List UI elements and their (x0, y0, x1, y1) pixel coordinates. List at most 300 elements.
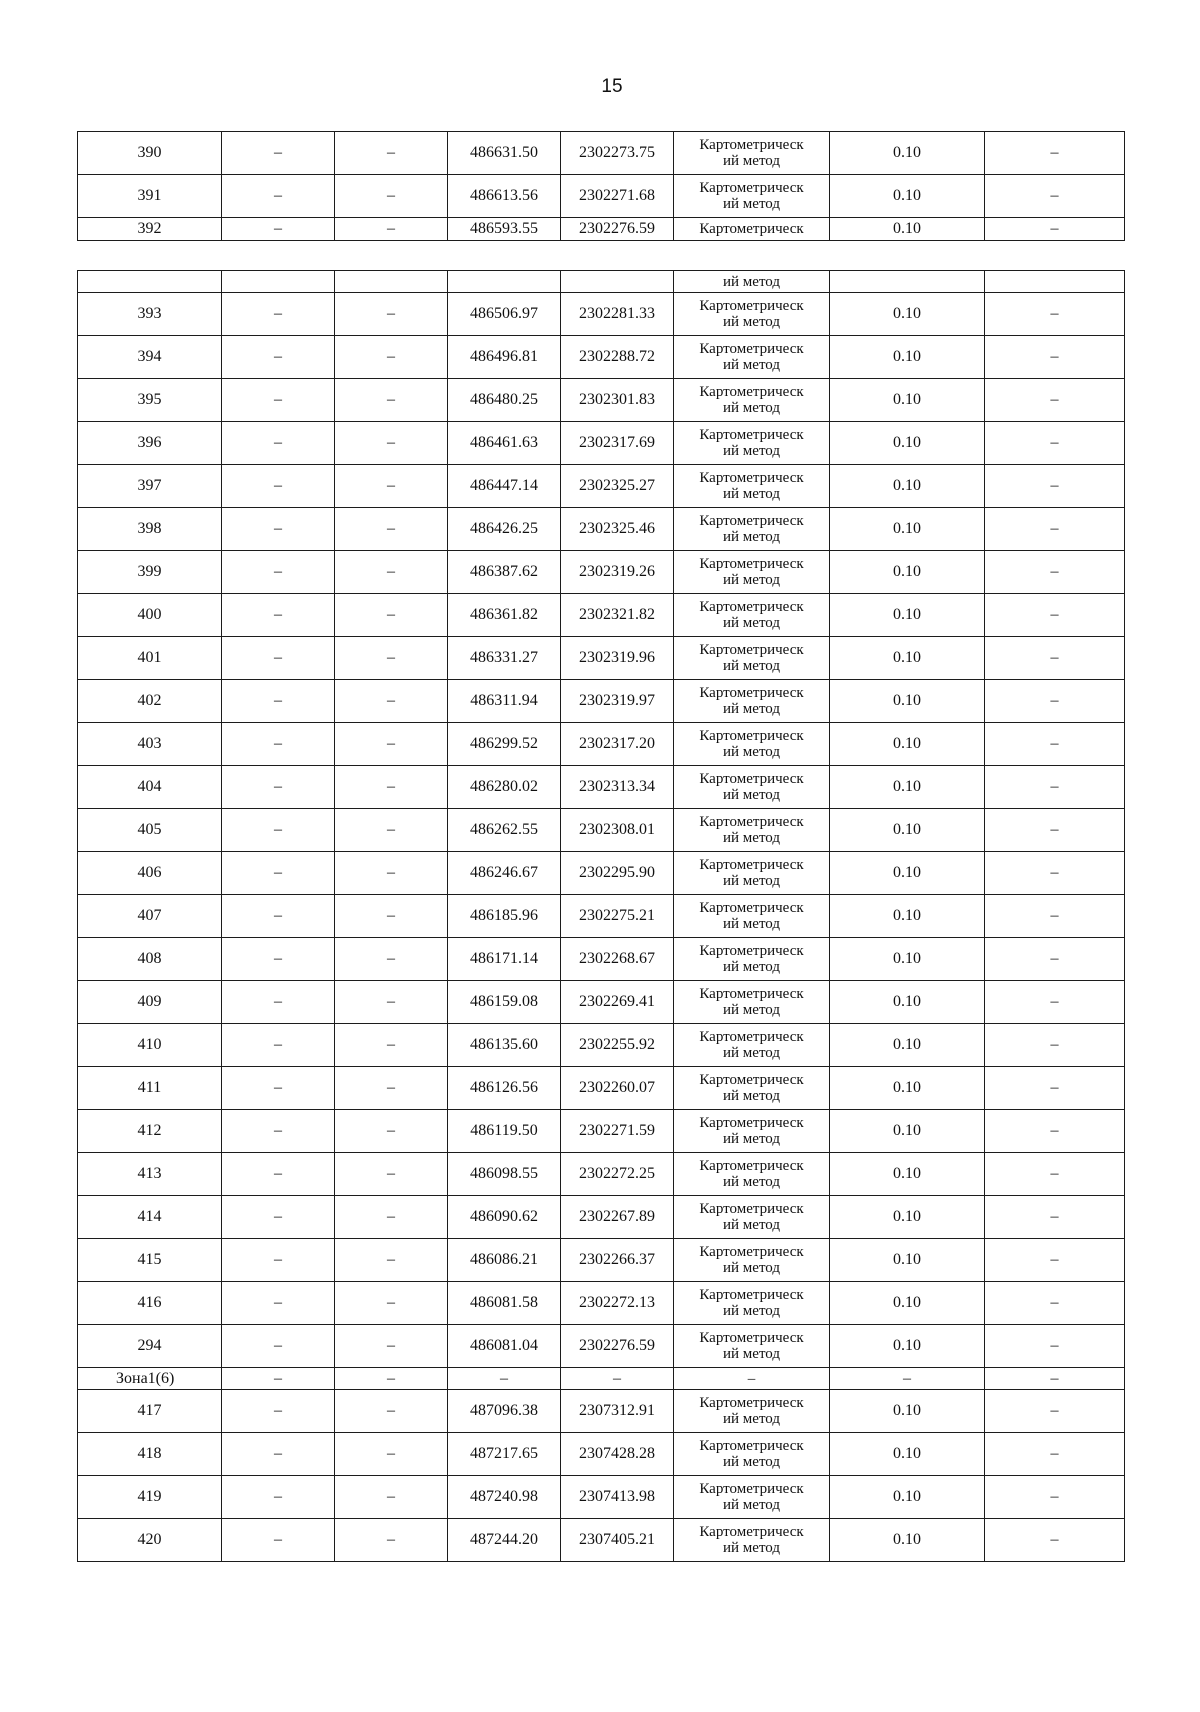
table-cell: 0.10 (830, 1153, 985, 1196)
table-cell: – (830, 1368, 985, 1390)
table-cell: 408 (78, 938, 222, 981)
table-row (78, 1067, 1125, 1110)
table-cell: 486246.67 (448, 852, 561, 895)
table-cell: 486135.60 (448, 1024, 561, 1067)
table-cell: 486262.55 (448, 809, 561, 852)
table-cell: 410 (78, 1024, 222, 1067)
table-cell: 0.10 (830, 1196, 985, 1239)
table-cell: 0.10 (830, 1110, 985, 1153)
table-cell (335, 271, 448, 293)
table-cell: 2302272.13 (561, 1282, 674, 1325)
table-cell: – (222, 218, 335, 241)
method-line-2: ий метод (722, 1497, 780, 1513)
table-cell (561, 271, 674, 293)
table-cell: – (335, 895, 448, 938)
page-number: 15 (601, 76, 623, 97)
table-cell: 0.10 (830, 766, 985, 809)
table-cell: 2302273.75 (561, 132, 674, 175)
method-cell (674, 766, 830, 809)
table-cell: 486185.96 (448, 895, 561, 938)
table-cell: – (222, 1519, 335, 1562)
table-cell: 487096.38 (448, 1390, 561, 1433)
table-cell: – (335, 379, 448, 422)
table-cell: – (222, 1390, 335, 1433)
method-line-1: Картометрическ (699, 685, 804, 701)
method-line-2: ий метод (722, 959, 780, 975)
table-cell: – (335, 981, 448, 1024)
method-line-1: Картометрическ (699, 137, 804, 153)
table-cell: 394 (78, 336, 222, 379)
method-cell (674, 422, 830, 465)
table-cell: 486280.02 (448, 766, 561, 809)
table-cell: 0.10 (830, 1325, 985, 1368)
method-line-2: ий метод (722, 357, 780, 373)
table-cell: 420 (78, 1519, 222, 1562)
table-cell: – (222, 1239, 335, 1282)
table-row (78, 132, 1125, 175)
table-row (78, 1110, 1125, 1153)
table-cell: – (335, 1239, 448, 1282)
table-cell: 0.10 (830, 895, 985, 938)
method-cell (674, 1153, 830, 1196)
table-cell: 486361.82 (448, 594, 561, 637)
table-cell: – (335, 1433, 448, 1476)
table-cell: – (335, 1196, 448, 1239)
table-cell: – (985, 1282, 1125, 1325)
method-cell (674, 1325, 830, 1368)
table-cell: 2302295.90 (561, 852, 674, 895)
table-cell: – (335, 132, 448, 175)
table-cell: – (985, 1153, 1125, 1196)
table-cell: – (222, 465, 335, 508)
method-line-1: Картометрическ (699, 427, 804, 443)
method-line-2: ий метод (722, 916, 780, 932)
table-cell: – (335, 1325, 448, 1368)
table-cell: 2302325.46 (561, 508, 674, 551)
table-row (78, 1239, 1125, 1282)
table-cell: 2302276.59 (561, 1325, 674, 1368)
table-cell: 0.10 (830, 981, 985, 1024)
method-line-2: ий метод (722, 153, 780, 169)
table-cell: 486631.50 (448, 132, 561, 175)
method-cell (674, 1110, 830, 1153)
table-cell: – (985, 293, 1125, 336)
table-cell: – (335, 809, 448, 852)
table-cell: – (985, 1519, 1125, 1562)
table-cell: – (222, 766, 335, 809)
table-row (78, 1433, 1125, 1476)
method-cell (674, 1433, 830, 1476)
table-cell: 0.10 (830, 1519, 985, 1562)
method-line-1: Картометрическ (699, 642, 804, 658)
table-cell: 2302271.68 (561, 175, 674, 218)
table-cell: 0.10 (830, 723, 985, 766)
table-cell: Картометрическ (674, 218, 830, 241)
table-cell: 2302281.33 (561, 293, 674, 336)
method-line-1: Картометрическ (699, 298, 804, 314)
table-cell: – (985, 1239, 1125, 1282)
table-cell: – (985, 680, 1125, 723)
table-cell: – (985, 1024, 1125, 1067)
table-cell: 2307428.28 (561, 1433, 674, 1476)
table-cell: – (222, 1153, 335, 1196)
method-line-2: ий метод (722, 615, 780, 631)
table-cell: – (335, 1024, 448, 1067)
table-cell: – (985, 1368, 1125, 1390)
table-cell: 486081.58 (448, 1282, 561, 1325)
method-line-2: ий метод (722, 1454, 780, 1470)
table-cell: – (985, 175, 1125, 218)
table-row (78, 271, 1125, 293)
method-line-1: Картометрическ (699, 1330, 804, 1346)
table-cell: – (222, 1282, 335, 1325)
table-cell: – (335, 336, 448, 379)
table-cell: 0.10 (830, 938, 985, 981)
method-cell (674, 336, 830, 379)
table-cell: – (335, 1519, 448, 1562)
table-row (78, 551, 1125, 594)
method-line-1: Картометрическ (699, 900, 804, 916)
table-row (78, 895, 1125, 938)
table-cell: 486506.97 (448, 293, 561, 336)
table-cell: – (985, 852, 1125, 895)
coordinates-table-top (77, 131, 1125, 241)
table-row (78, 766, 1125, 809)
table-cell: 397 (78, 465, 222, 508)
table-cell: Зона1(6) (78, 1368, 222, 1390)
table-cell: 0.10 (830, 852, 985, 895)
table-cell: 2307413.98 (561, 1476, 674, 1519)
table-cell: – (335, 637, 448, 680)
table-cell: 486086.21 (448, 1239, 561, 1282)
table-cell: 2302313.34 (561, 766, 674, 809)
table-cell: – (985, 594, 1125, 637)
table-cell: 0.10 (830, 218, 985, 241)
method-cell (674, 1282, 830, 1325)
table-cell: – (335, 852, 448, 895)
table-cell: – (335, 766, 448, 809)
table-cell: – (674, 1368, 830, 1390)
table-cell: 486613.56 (448, 175, 561, 218)
method-line-1: Картометрическ (699, 180, 804, 196)
table-cell: – (985, 766, 1125, 809)
table-row (78, 680, 1125, 723)
method-line-1: Картометрическ (699, 1287, 804, 1303)
table-cell: 487217.65 (448, 1433, 561, 1476)
table-cell: – (335, 1368, 448, 1390)
table-cell: ий метод (674, 271, 830, 293)
method-cell (674, 379, 830, 422)
method-line-2: ий метод (722, 1303, 780, 1319)
table-cell: 400 (78, 594, 222, 637)
table-cell: – (335, 1282, 448, 1325)
table-row (78, 1325, 1125, 1368)
table-cell: 486461.63 (448, 422, 561, 465)
method-cell (674, 981, 830, 1024)
table-cell: 2302266.37 (561, 1239, 674, 1282)
table-cell: 418 (78, 1433, 222, 1476)
method-line-2: ий метод (722, 701, 780, 717)
table-row (78, 175, 1125, 218)
table-cell: – (335, 218, 448, 241)
table-cell: – (985, 465, 1125, 508)
table-row (78, 1024, 1125, 1067)
table-cell: – (222, 1110, 335, 1153)
table-cell: – (222, 594, 335, 637)
table-cell: 415 (78, 1239, 222, 1282)
table-cell: 486126.56 (448, 1067, 561, 1110)
method-line-1: Картометрическ (699, 857, 804, 873)
table-row (78, 852, 1125, 895)
table-row (78, 594, 1125, 637)
table-row (78, 938, 1125, 981)
method-line-2: ий метод (722, 1088, 780, 1104)
method-line-1: Картометрическ (699, 814, 804, 830)
table-cell: – (985, 218, 1125, 241)
method-line-1: Картометрическ (699, 1029, 804, 1045)
table-cell: 486098.55 (448, 1153, 561, 1196)
table-cell: 2302319.26 (561, 551, 674, 594)
table-cell: – (335, 422, 448, 465)
method-line-1: Картометрическ (699, 556, 804, 572)
method-line-2: ий метод (722, 572, 780, 588)
table-cell: – (335, 938, 448, 981)
table-cell: – (335, 1476, 448, 1519)
table-row (78, 809, 1125, 852)
method-cell (674, 465, 830, 508)
table-cell: – (335, 1153, 448, 1196)
table-cell: 486171.14 (448, 938, 561, 981)
table-cell: 409 (78, 981, 222, 1024)
table-cell: – (335, 1067, 448, 1110)
table-cell: 2302308.01 (561, 809, 674, 852)
method-line-1: Картометрическ (699, 341, 804, 357)
method-line-2: ий метод (722, 196, 780, 212)
table-row (78, 1282, 1125, 1325)
table-cell: 417 (78, 1390, 222, 1433)
table-cell: 0.10 (830, 293, 985, 336)
method-line-1: Картометрическ (699, 1158, 804, 1174)
table-row (78, 422, 1125, 465)
table-cell: – (985, 1390, 1125, 1433)
table-cell: – (985, 422, 1125, 465)
table-cell: – (985, 1196, 1125, 1239)
table-cell: 486081.04 (448, 1325, 561, 1368)
method-cell (674, 1239, 830, 1282)
table-cell: – (222, 1476, 335, 1519)
method-line-2: ий метод (722, 314, 780, 330)
table-cell: 0.10 (830, 1390, 985, 1433)
table-cell: 2302276.59 (561, 218, 674, 241)
method-cell (674, 132, 830, 175)
table-cell: 486387.62 (448, 551, 561, 594)
method-cell (674, 1390, 830, 1433)
table-cell: 401 (78, 637, 222, 680)
table-cell: 2302269.41 (561, 981, 674, 1024)
table-cell: 2302271.59 (561, 1110, 674, 1153)
table-cell: 2302301.83 (561, 379, 674, 422)
table-cell: 2302319.96 (561, 637, 674, 680)
table-cell: 0.10 (830, 465, 985, 508)
table-cell: 2302272.25 (561, 1153, 674, 1196)
table-cell: 416 (78, 1282, 222, 1325)
table-cell: 0.10 (830, 1433, 985, 1476)
table-row (78, 1390, 1125, 1433)
table-cell (830, 271, 985, 293)
table-cell: 0.10 (830, 1476, 985, 1519)
method-line-1: Картометрическ (699, 1395, 804, 1411)
table-cell: 0.10 (830, 508, 985, 551)
method-line-2: ий метод (722, 443, 780, 459)
method-cell (674, 723, 830, 766)
method-line-2: ий метод (722, 658, 780, 674)
table-cell: – (561, 1368, 674, 1390)
table-cell: 2302275.21 (561, 895, 674, 938)
table-cell: 0.10 (830, 379, 985, 422)
table-cell: – (985, 1476, 1125, 1519)
method-cell (674, 809, 830, 852)
method-line-2: ий метод (722, 1131, 780, 1147)
method-line-2: ий метод (722, 1217, 780, 1233)
method-cell (674, 551, 830, 594)
table-cell: 486496.81 (448, 336, 561, 379)
table-row (78, 981, 1125, 1024)
table-cell: 486090.62 (448, 1196, 561, 1239)
table-cell: – (222, 1368, 335, 1390)
table-cell: – (222, 336, 335, 379)
method-line-2: ий метод (722, 873, 780, 889)
table-cell: – (335, 175, 448, 218)
table-cell: – (335, 293, 448, 336)
table-cell: – (985, 336, 1125, 379)
method-line-2: ий метод (722, 1002, 780, 1018)
table-cell: 414 (78, 1196, 222, 1239)
method-line-1: Картометрическ (699, 1244, 804, 1260)
coordinates-table-main (77, 270, 1125, 1562)
table-row (78, 465, 1125, 508)
method-line-1: Картометрическ (699, 1524, 804, 1540)
table-cell: 395 (78, 379, 222, 422)
table-row (78, 1196, 1125, 1239)
table-cell: 403 (78, 723, 222, 766)
table-cell: 0.10 (830, 1239, 985, 1282)
method-line-2: ий метод (722, 1174, 780, 1190)
table-cell: – (985, 809, 1125, 852)
table-cell: – (222, 895, 335, 938)
table-cell: – (985, 981, 1125, 1024)
table-cell: – (222, 1196, 335, 1239)
table-cell: 391 (78, 175, 222, 218)
method-line-1: Картометрическ (699, 1072, 804, 1088)
table-cell: – (985, 895, 1125, 938)
table-cell: – (335, 594, 448, 637)
table-row (78, 293, 1125, 336)
table-cell: – (222, 508, 335, 551)
table-cell: – (222, 852, 335, 895)
table-cell: 390 (78, 132, 222, 175)
table-row (78, 336, 1125, 379)
method-line-2: ий метод (722, 1411, 780, 1427)
table-cell: 0.10 (830, 132, 985, 175)
table-cell (448, 271, 561, 293)
method-line-1: Картометрическ (699, 728, 804, 744)
table-cell: – (985, 637, 1125, 680)
table-row (78, 1519, 1125, 1562)
method-line-1: Картометрическ (699, 986, 804, 1002)
table-row (78, 1153, 1125, 1196)
table-cell: 294 (78, 1325, 222, 1368)
table-cell: 2302321.82 (561, 594, 674, 637)
method-cell (674, 293, 830, 336)
method-line-2: ий метод (722, 529, 780, 545)
method-cell (674, 1024, 830, 1067)
table-cell: 2307405.21 (561, 1519, 674, 1562)
table-cell: – (222, 551, 335, 594)
table-cell: – (985, 132, 1125, 175)
table-cell (222, 271, 335, 293)
table-cell: – (985, 551, 1125, 594)
table-cell: – (335, 1110, 448, 1153)
method-line-1: Картометрическ (699, 1201, 804, 1217)
table-cell: 404 (78, 766, 222, 809)
table-row (78, 1476, 1125, 1519)
method-cell (674, 1067, 830, 1110)
table-row (78, 218, 1125, 241)
table-cell (78, 271, 222, 293)
table-cell: 2302255.92 (561, 1024, 674, 1067)
table-cell: – (985, 1110, 1125, 1153)
table-cell: 0.10 (830, 809, 985, 852)
table-cell: – (222, 379, 335, 422)
table-cell: 2302268.67 (561, 938, 674, 981)
table-cell: 0.10 (830, 175, 985, 218)
table-cell: – (985, 723, 1125, 766)
table-cell: – (222, 809, 335, 852)
table-cell: – (222, 175, 335, 218)
table-cell: 486299.52 (448, 723, 561, 766)
table-cell: 419 (78, 1476, 222, 1519)
table-cell (985, 271, 1125, 293)
table-cell: 398 (78, 508, 222, 551)
table-cell: 2302267.89 (561, 1196, 674, 1239)
method-line-1: Картометрическ (699, 1438, 804, 1454)
method-cell (674, 1196, 830, 1239)
method-line-2: ий метод (722, 1540, 780, 1556)
table-cell: 487244.20 (448, 1519, 561, 1562)
table-cell: – (222, 938, 335, 981)
table-cell: – (222, 422, 335, 465)
method-line-1: Картометрическ (699, 513, 804, 529)
table-cell: 486426.25 (448, 508, 561, 551)
table-cell: – (222, 132, 335, 175)
table-cell: 402 (78, 680, 222, 723)
table-cell: 392 (78, 218, 222, 241)
method-line-2: ий метод (722, 744, 780, 760)
table-cell: 2302325.27 (561, 465, 674, 508)
method-cell (674, 938, 830, 981)
method-line-2: ий метод (722, 400, 780, 416)
table-cell: – (222, 1067, 335, 1110)
method-cell (674, 175, 830, 218)
table-cell: 0.10 (830, 336, 985, 379)
method-cell (674, 852, 830, 895)
method-cell (674, 895, 830, 938)
table-cell: – (222, 1325, 335, 1368)
method-line-2: ий метод (722, 830, 780, 846)
table-cell: – (335, 723, 448, 766)
table-cell: – (335, 680, 448, 723)
table-cell: – (222, 723, 335, 766)
